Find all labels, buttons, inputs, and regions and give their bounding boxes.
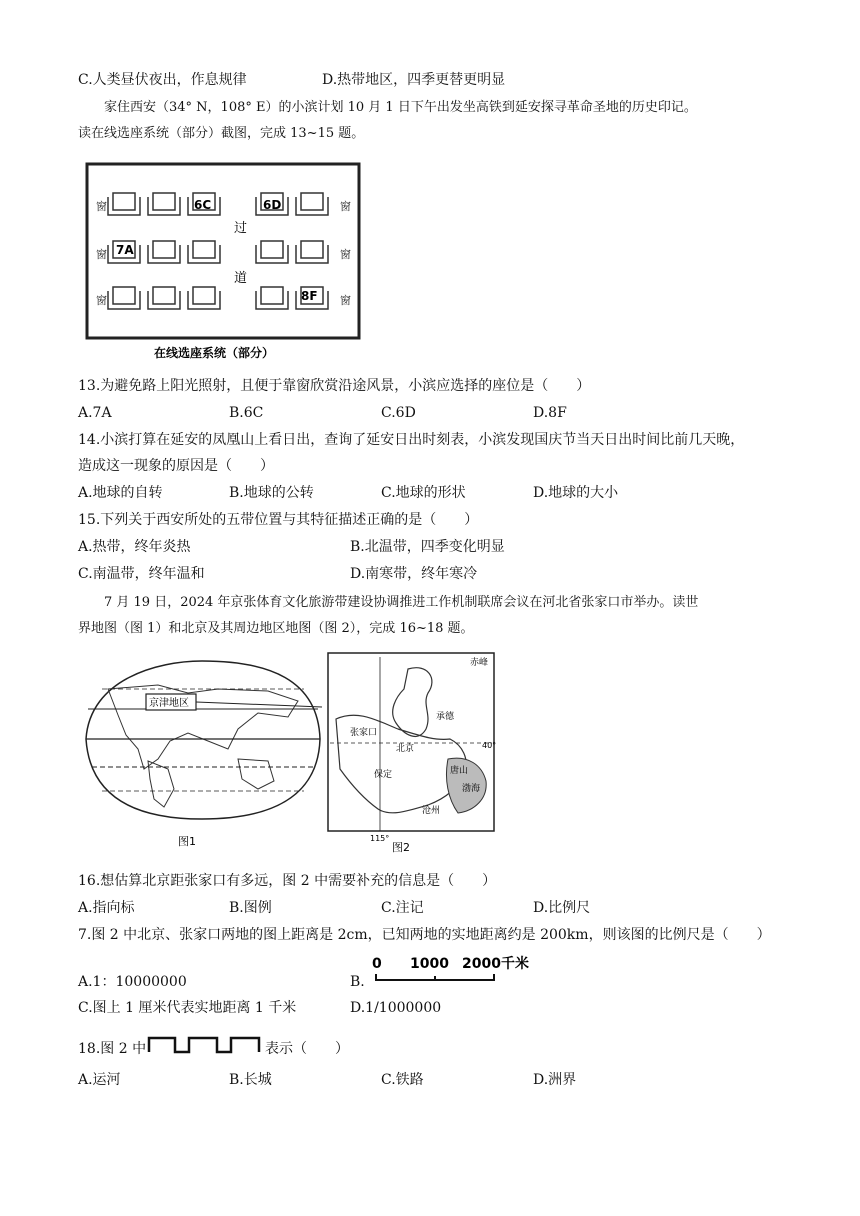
place-label: 保定	[374, 770, 393, 780]
world-and-region-maps	[78, 649, 500, 859]
question-18-stem-prefix: 18.图 2 中	[78, 1041, 147, 1057]
great-wall-symbol	[147, 1032, 263, 1056]
option-c-prev: C.人类昼伏夜出，作息规律	[78, 72, 247, 88]
seat-map-diagram	[84, 161, 364, 361]
line-scale-bar	[366, 952, 536, 986]
seat-8F-label: 8F	[301, 289, 318, 303]
world-map-box-label: 京津地区	[149, 698, 189, 709]
seat-selection-figure	[84, 161, 364, 361]
intro-paragraph-line: 家住西安（34° N，108° E）的小滨计划 10 月 1 日下午出发坐高铁到延安探寻革命圣地的历史印记。	[104, 100, 697, 115]
q15-option-c: C.南温带，终年温和	[78, 566, 205, 582]
q15-option-a: A.热带，终年炎热	[78, 539, 191, 555]
q14-option-b: B.地球的公转	[229, 485, 314, 501]
latitude-label: 40°	[482, 741, 497, 750]
scale-label-2000: 2000千米	[462, 956, 529, 972]
scale-label-1000: 1000	[410, 956, 449, 972]
place-label: 张家口	[350, 728, 378, 738]
window-label: 窗	[96, 200, 107, 213]
seat-6D-label: 6D	[263, 198, 282, 212]
q13-option-a: A.7A	[78, 405, 112, 421]
question-13-stem: 13.为避免路上阳光照射，且便于靠窗欣赏沿途风景，小滨应选择的座位是（ ）	[78, 378, 591, 394]
window-label: 窗	[340, 294, 351, 307]
window-label: 窗	[96, 248, 107, 261]
region-map	[328, 653, 496, 854]
q17-option-a: A.1：10000000	[78, 974, 187, 990]
q18-option-c: C.铁路	[381, 1072, 424, 1088]
q14-option-c: C.地球的形状	[381, 485, 466, 501]
place-label: 北京	[396, 744, 415, 754]
place-label: 赤峰	[470, 658, 489, 668]
q17-option-c: C.图上 1 厘米代表实地距离 1 千米	[78, 1000, 297, 1016]
seat-6C-label: 6C	[194, 198, 212, 212]
window-label: 窗	[96, 294, 107, 307]
q14-option-d: D.地球的大小	[533, 485, 619, 501]
figure-1-label: 图1	[178, 835, 196, 848]
q18-option-d: D.洲界	[533, 1072, 577, 1088]
q13-option-b: B.6C	[229, 405, 264, 421]
intro-paragraph-line: 界地图（图 1）和北京及其周边地区地图（图 2），完成 16~18 题。	[78, 621, 474, 636]
q16-option-a: A.指向标	[78, 900, 135, 916]
seat-figure-caption: 在线选座系统（部分）	[154, 346, 275, 360]
place-label: 承德	[436, 712, 455, 722]
world-map	[86, 661, 322, 848]
q15-option-d: D.南寒带，终年寒冷	[350, 566, 478, 582]
q18-option-a: A.运河	[78, 1072, 121, 1088]
longitude-label: 115°	[370, 834, 390, 843]
intro-paragraph-line: 7 月 19 日，2024 年京张体育文化旅游带建设协调推进工作机制联席会议在河北省张家口市举办。读世	[104, 595, 699, 610]
maps-figure	[78, 649, 500, 859]
place-label: 唐山	[450, 766, 469, 776]
q18-option-b: B.长城	[229, 1072, 272, 1088]
window-label: 窗	[340, 248, 351, 261]
place-label: 沧州	[422, 806, 441, 816]
seat-7A-label: 7A	[116, 243, 134, 257]
question-18-stem-suffix: 表示（ ）	[265, 1041, 349, 1057]
question-14-stem-cont: 造成这一现象的原因是（ ）	[78, 458, 274, 474]
place-label: 渤海	[462, 784, 481, 794]
q16-option-c: C.注记	[381, 900, 424, 916]
q16-option-d: D.比例尺	[533, 900, 591, 916]
figure-2-label: 图2	[392, 841, 410, 854]
question-15-stem: 15.下列关于西安所处的五带位置与其特征描述正确的是（ ）	[78, 512, 479, 528]
q13-option-d: D.8F	[533, 405, 567, 421]
intro-paragraph-line: 读在线选座系统（部分）截图，完成 13~15 题。	[78, 126, 365, 141]
q14-option-a: A.地球的自转	[78, 485, 163, 501]
window-label: 窗	[340, 200, 351, 213]
question-16-stem: 16.想估算北京距张家口有多远，图 2 中需要补充的信息是（ ）	[78, 873, 497, 889]
aisle-label-2: 道	[234, 271, 248, 286]
question-17-stem: 7.图 2 中北京、张家口两地的图上距离是 2cm，已知两地的实地距离约是 200km，则该图的比例尺是（ ）	[78, 927, 771, 943]
q16-option-b: B.图例	[229, 900, 272, 916]
q17-option-b: B.	[350, 974, 365, 990]
scale-label-0: 0	[372, 956, 382, 972]
option-d-prev: D.热带地区，四季更替更明显	[322, 72, 506, 88]
q13-option-c: C.6D	[381, 405, 416, 421]
question-14-stem: 14.小滨打算在延安的凤凰山上看日出，查询了延安日出时刻表，小滨发现国庆节当天日出时间比前几天晚，	[78, 432, 745, 448]
q17-option-d: D.1/1000000	[350, 1000, 442, 1016]
aisle-label-1: 过	[234, 221, 248, 236]
q15-option-b: B.北温带，四季变化明显	[350, 539, 505, 555]
